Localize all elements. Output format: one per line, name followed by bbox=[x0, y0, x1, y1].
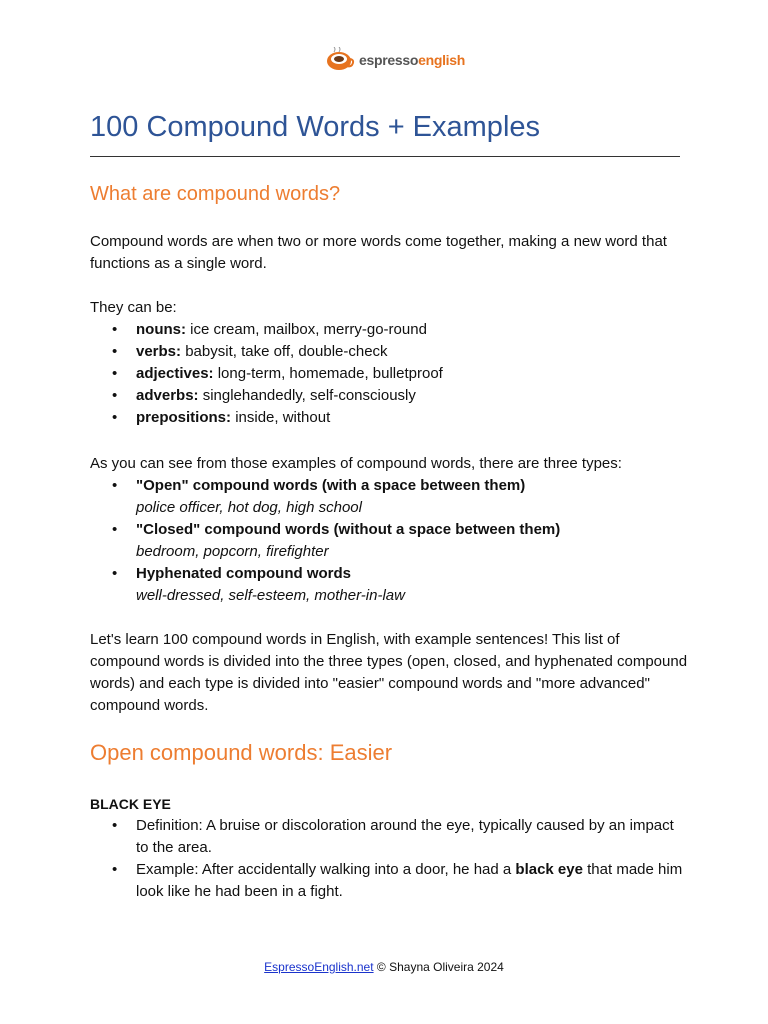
site-link[interactable]: EspressoEnglish.net bbox=[264, 960, 374, 974]
list-item: • adjectives: long-term, homemade, bulletproof bbox=[112, 365, 443, 382]
list-item: • adverbs: singlehandedly, self-consciously bbox=[112, 387, 416, 404]
list-item: • nouns: ice cream, mailbox, merry-go-round bbox=[112, 321, 427, 338]
logo-wordmark: espressoenglish bbox=[359, 52, 466, 68]
definition-item: • Definition: A bruise or discoloration around the eye, typically caused by an impact to the area. bbox=[112, 817, 674, 856]
list-item: • Hyphenated compound words well-dressed, self-esteem, mother-in-law bbox=[112, 565, 405, 604]
section-heading-what-are: What are compound words? bbox=[90, 183, 341, 205]
types-intro: As you can see from those examples of compound words, there are three types: bbox=[90, 455, 622, 472]
list-item: • prepositions: inside, without bbox=[112, 409, 331, 426]
term-details-list bbox=[90, 815, 690, 903]
closing-paragraph: Let's learn 100 compound words in English, with example sentences! This list of compound words is divided into the three types (open, closed, and hyphenated compound words) and each type is divided into "easier" compound words and "more advanced" compound words. bbox=[90, 631, 688, 714]
copyright-text: © Shayna Oliveira 2024 bbox=[373, 960, 504, 974]
intro-paragraph: Compound words are when two or more words come together, making a new word that functions as a single word. bbox=[90, 233, 667, 272]
coffee-cup-icon bbox=[325, 47, 355, 73]
parts-of-speech-list bbox=[90, 319, 690, 429]
list-item: • "Open" compound words (with a space between them) police officer, hot dog, high school bbox=[112, 477, 526, 516]
example-item: • Example: After accidentally walking into a door, he had a black eye that made him look like he had been in a fight. bbox=[112, 861, 683, 900]
compound-types-list bbox=[90, 475, 690, 607]
term-heading: BLACK EYE bbox=[90, 796, 171, 812]
title-divider bbox=[90, 156, 680, 157]
page-footer bbox=[0, 960, 768, 974]
they-can-be-label: They can be: bbox=[90, 299, 177, 316]
espresso-english-logo bbox=[325, 46, 465, 74]
page-title: 100 Compound Words + Examples bbox=[90, 111, 541, 143]
list-item: • "Closed" compound words (without a space between them) bedroom, popcorn, firefighter bbox=[112, 521, 561, 560]
list-item: • verbs: babysit, take off, double-check bbox=[112, 343, 388, 360]
section-heading-open-easier: Open compound words: Easier bbox=[90, 740, 393, 765]
